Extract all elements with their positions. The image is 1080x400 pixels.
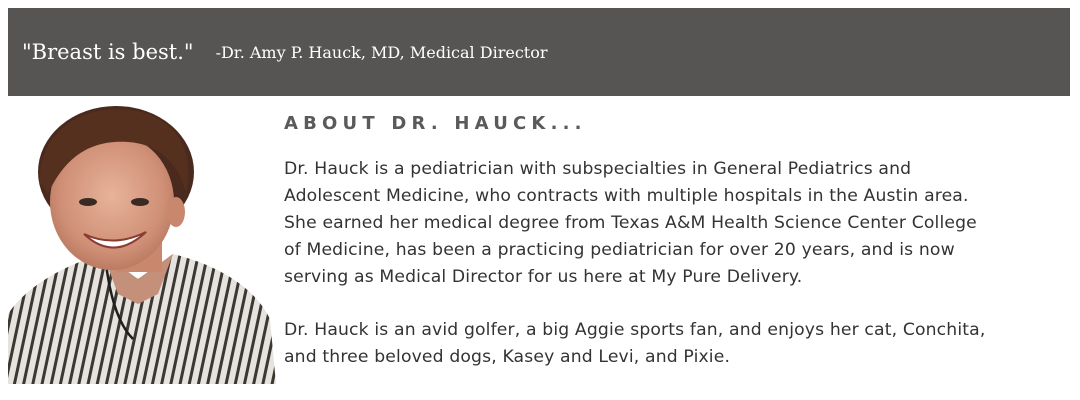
- bio-line: Dr. Hauck is an avid golfer, a big Aggie sports fan, and enjoys her cat, Conchita,: [284, 320, 986, 340]
- quote-banner: [8, 8, 1070, 96]
- quote-attribution: -Dr. Amy P. Hauck, MD, Medical Director: [215, 42, 548, 62]
- bio-line: She earned her medical degree from Texas A&M Health Science Center College: [284, 213, 977, 233]
- quote-text: "Breast is best.": [22, 40, 194, 64]
- bio-paragraph-1: [284, 156, 1074, 291]
- bio-line: of Medicine, has been a practicing pediatrician for over 20 years, and is now: [284, 240, 955, 260]
- bio-paragraph-2: [284, 317, 1074, 371]
- bio-line: serving as Medical Director for us here at My Pure Delivery.: [284, 267, 803, 287]
- bio-line: Dr. Hauck is a pediatrician with subspecialties in General Pediatrics and: [284, 159, 912, 179]
- bio-line: Adolescent Medicine, who contracts with multiple hospitals in the Austin area.: [284, 186, 969, 206]
- profile-heading: ABOUT DR. HAUCK...: [284, 113, 587, 134]
- doctor-portrait-photo: [8, 104, 276, 384]
- profile-bio: [284, 156, 1074, 371]
- bio-line: and three beloved dogs, Kasey and Levi, and Pixie.: [284, 347, 731, 367]
